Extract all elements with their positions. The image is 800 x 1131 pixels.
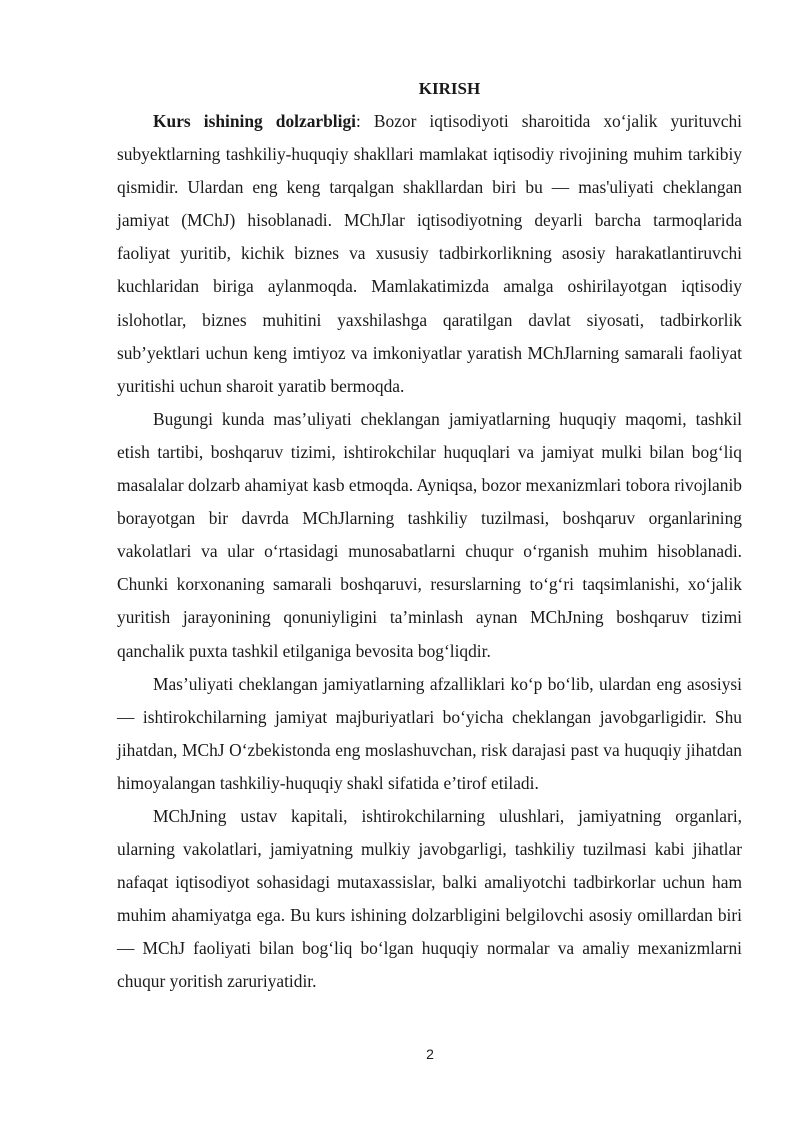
- paragraph-legal-status: Bugungi kunda mas’uliyati cheklangan jamiyatlarning huquqiy maqomi, tashkil etish tartibi, boshqaruv tizimi, ishtirokchilar huquqlari va jamiyat mulki bilan bog‘liq masalalar dolzarb ahamiyat kasb etmoqda. Ayniqsa, bozor mexanizmlari tobora rivojlanib borayotgan bir davrda MChJlarning tashkiliy tuzilmasi, boshqaruv organlarining vakolatlari va ular o‘rtasidagi munosabatlarni chuqur o‘rganish muhim hisoblanadi. Chunki korxonaning samarali boshqaruvi, resurslarning to‘g‘ri taqsimlanishi, xo‘jalik yuritish jarayonining qonuniyligini ta’minlash aynan MChJning boshqaruv tizimi qanchalik puxta tashkil etilganiga bevosita bog‘liqdir.: [117, 408, 742, 661]
- page-number: 2: [426, 1046, 434, 1062]
- paragraph-charter-capital: MChJning ustav kapitali, ishtirokchilarning ulushlari, jamiyatning organlari, ularning vakolatlari, jamiyatning mulkiy javobgarligi, tashkiliy tuzilmasi kabi jihatlar nafaqat iqtisodiyot sohasidagi mutaxassislar, balki amaliyotchi tadbirkorlar uchun ham muhim ahamiyatga ega. Bu kurs ishining dolzarbligini belgilovchi asosiy omillardan biri — MChJ faoliyati bilan bog‘liq bo‘lgan huquqiy normalar va amaliy mexanizmlarni chuqur yoritish zaruriyatidir.: [117, 805, 742, 992]
- section-title: KIRISH: [418, 79, 481, 98]
- document-page: [117, 72, 742, 999]
- paragraph-relevance: [117, 105, 742, 403]
- paragraph-lead: Kurs ishining dolzarbligi: [153, 111, 356, 131]
- paragraph-advantages: Mas’uliyati cheklangan jamiyatlarning afzalliklari ko‘p bo‘lib, ulardan eng asosiysi — ishtirokchilarning jamiyat majburiyatlari bo‘yicha cheklangan javobgarligidir. Shu jihatdan, MChJ O‘zbekistonda eng moslashuvchan, risk darajasi past va huquqiy jihatdan himoyalangan tashkiliy-huquqiy shakl sifatida e’tirof etiladi.: [117, 673, 742, 793]
- paragraph-text: : Bozor iqtisodiyoti sharoitida xo‘jalik yurituvchi subyektlarning tashkiliy-huquqiy shakllari mamlakat iqtisodiy rivojining muhim tarkibiy qismidir. Ulardan eng keng tarqalgan shakllardan biri bu — mas'uliyati cheklangan jamiyat (MChJ) hisoblanadi. MChJlar iqtisodiyotning deyarli barcha tarmoqlarida faoliyat yuritib, kichik biznes va xususiy tadbirkorlikning asosiy harakatlantiruvchi kuchlaridan biriga aylanmoqda. Mamlakatimizda amalga oshirilayotgan iqtisodiy islohotlar, biznes muhitini yaxshilashga qaratilgan davlat siyosati, tadbirkorlik sub’yektlari uchun keng imtiyoz va imkoniyatlar yaratish MChJlarning samarali faoliyat yuritishi uchun sharoit yaratib bermoqda.: [117, 111, 742, 396]
